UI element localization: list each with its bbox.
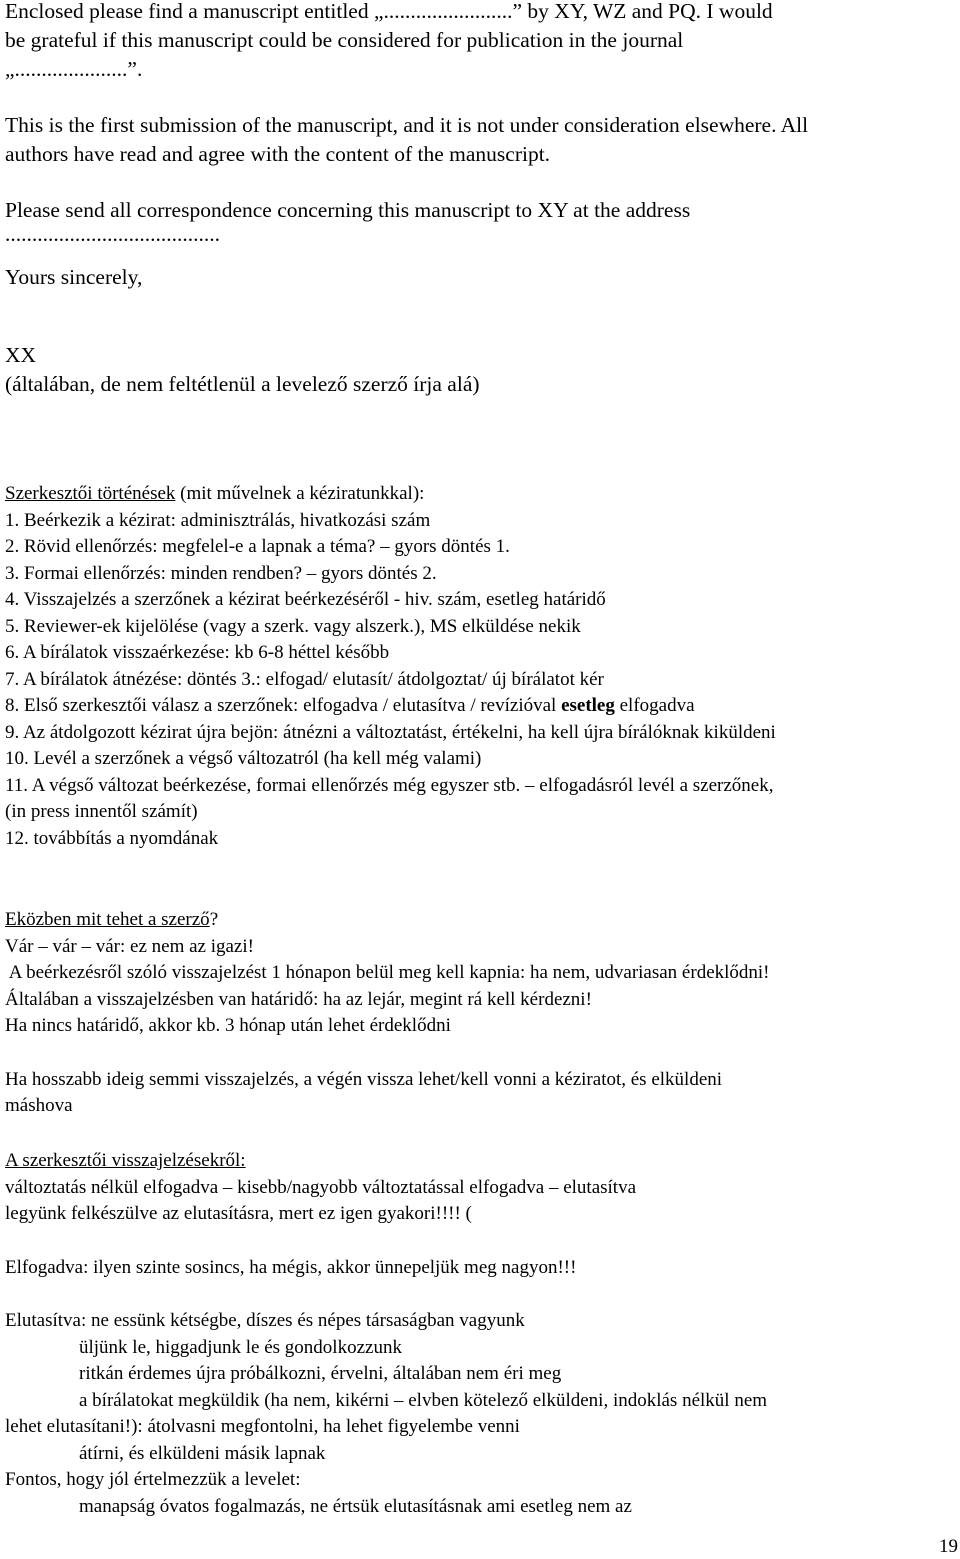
signature-note: (általában, de nem feltétlenül a levelező szerző írja alá) <box>5 372 480 396</box>
closing-text: Yours sincerely, <box>5 265 143 289</box>
list-item: 4. Visszajelzés a szerzőnek a kézirat beérkezéséről - hiv. szám, esetleg határidő <box>5 589 606 610</box>
list-item: 9. Az átdolgozott kézirat újra bejön: átnézni a változtatást, értékelni, ha kell újra bírálóknak kiküldeni <box>5 721 776 743</box>
item-bold: esetleg <box>561 695 615 716</box>
list-item <box>5 693 776 720</box>
text-line: üljünk le, higgadjunk le és gondolkozzunk <box>79 1336 402 1358</box>
text-line: legyünk felkészülve az elutasításra, mert ez igen gyakori!!!! ( <box>5 1203 472 1224</box>
text-line: Vár – vár – vár: ez nem az igazi! <box>5 935 254 957</box>
text-line: ........................................ <box>5 222 220 246</box>
list-item: (in press innentől számít) <box>5 801 198 822</box>
editorial-steps <box>5 481 776 852</box>
item-text: elfogadva <box>614 695 695 716</box>
text-line: This is the first submission of the manuscript, and it is not under consideration elsewhere. All <box>5 113 809 137</box>
text-line: „.....................”. <box>5 57 143 81</box>
list-item: 2. Rövid ellenőrzés: megfelel-e a lapnak a téma? – gyors döntés 1. <box>5 536 510 557</box>
editorial-responses <box>5 1148 767 1520</box>
cover-letter <box>5 0 808 399</box>
text-line: Enclosed please find a manuscript entitled „........................” by XY, WZ and PQ. I would <box>5 0 773 23</box>
page-number: 19 <box>939 1536 958 1557</box>
heading-underlined: Eközben mit tehet a szerző <box>5 909 210 930</box>
heading-underlined: Szerkesztői történések <box>5 483 176 504</box>
text-line: változtatás nélkül elfogadva – kisebb/nagyobb változtatással elfogadva – elutasítva <box>5 1176 637 1198</box>
text-line: manapság óvatos fogalmazás, ne értsük elutasításnak ami esetleg nem az <box>79 1495 632 1517</box>
text-line: be grateful if this manuscript could be considered for publication in the journal <box>5 28 684 52</box>
list-item: 7. A bírálatok átnézése: döntés 3.: elfogad/ elutasít/ átdolgoztat/ új bírálatot kér <box>5 668 604 690</box>
list-item: 10. Levél a szerzőnek a végső változatról (ha kell még valami) <box>5 748 482 769</box>
text-line: Ha hosszabb ideig semmi visszajelzés, a végén vissza lehet/kell vonni a kéziratot, és elküldeni <box>5 1068 723 1090</box>
heading-rest: (mit művelnek a kéziratunkkal): <box>175 483 425 504</box>
text-line: máshova <box>5 1095 73 1116</box>
author-actions <box>5 907 770 1120</box>
section-heading <box>5 481 776 508</box>
list-item: 5. Reviewer-ek kijelölése (vagy a szerk. vagy alszerk.), MS elküldése nekik <box>5 615 581 637</box>
list-item: 11. A végső változat beérkezése, formai ellenőrzés még egyszer stb. – elfogadásról levél a szerzőnek, <box>5 774 774 796</box>
text-line: Fontos, hogy jól értelmezzük a levelet: <box>5 1469 301 1490</box>
text-line: A beérkezésről szóló visszajelzést 1 hónapon belül meg kell kapnia: ha nem, udvariasan érdeklődni! <box>5 962 770 983</box>
signature-name: XX <box>5 343 37 367</box>
text-line: Általában a visszajelzésben van határidő: ha az lejár, megint rá kell kérdezni! <box>5 988 592 1010</box>
list-item: 12. továbbítás a nyomdának <box>5 827 219 849</box>
text-line: lehet elutasítani!): átolvasni megfontolni, ha lehet figyelembe venni <box>5 1416 520 1437</box>
text-line: ritkán érdemes újra próbálkozni, érvelni, általában nem éri meg <box>79 1363 562 1384</box>
section-heading: A szerkesztői visszajelzésekről: <box>5 1150 246 1171</box>
text-line: Please send all correspondence concerning this manuscript to XY at the address <box>5 198 691 222</box>
text-line: authors have read and agree with the content of the manuscript. <box>5 142 551 166</box>
text-line: a bírálatokat megküldik (ha nem, kikérni – elvben kötelező elküldeni, indoklás nélkül nem <box>79 1389 768 1411</box>
section-heading <box>5 907 770 934</box>
text-line: Ha nincs határidő, akkor kb. 3 hónap után lehet érdeklődni <box>5 1015 451 1036</box>
list-item: 6. A bírálatok visszaérkezése: kb 6-8 héttel később <box>5 642 390 663</box>
item-text: 8. Első szerkesztői válasz a szerzőnek: elfogadva / elutasítva / revízióval <box>5 695 562 716</box>
list-item: 1. Beérkezik a kézirat: adminisztrálás, hivatkozási szám <box>5 509 431 531</box>
text-line: Elutasítva: ne essünk kétségbe, díszes és népes társaságban vagyunk <box>5 1310 525 1331</box>
text-line: Elfogadva: ilyen szinte sosincs, ha mégis, akkor ünnepeljük meg nagyon!!! <box>5 1256 577 1278</box>
list-item: 3. Formai ellenőrzés: minden rendben? – gyors döntés 2. <box>5 562 437 584</box>
text-line: átírni, és elküldeni másik lapnak <box>79 1442 326 1464</box>
heading-rest: ? <box>209 909 219 930</box>
